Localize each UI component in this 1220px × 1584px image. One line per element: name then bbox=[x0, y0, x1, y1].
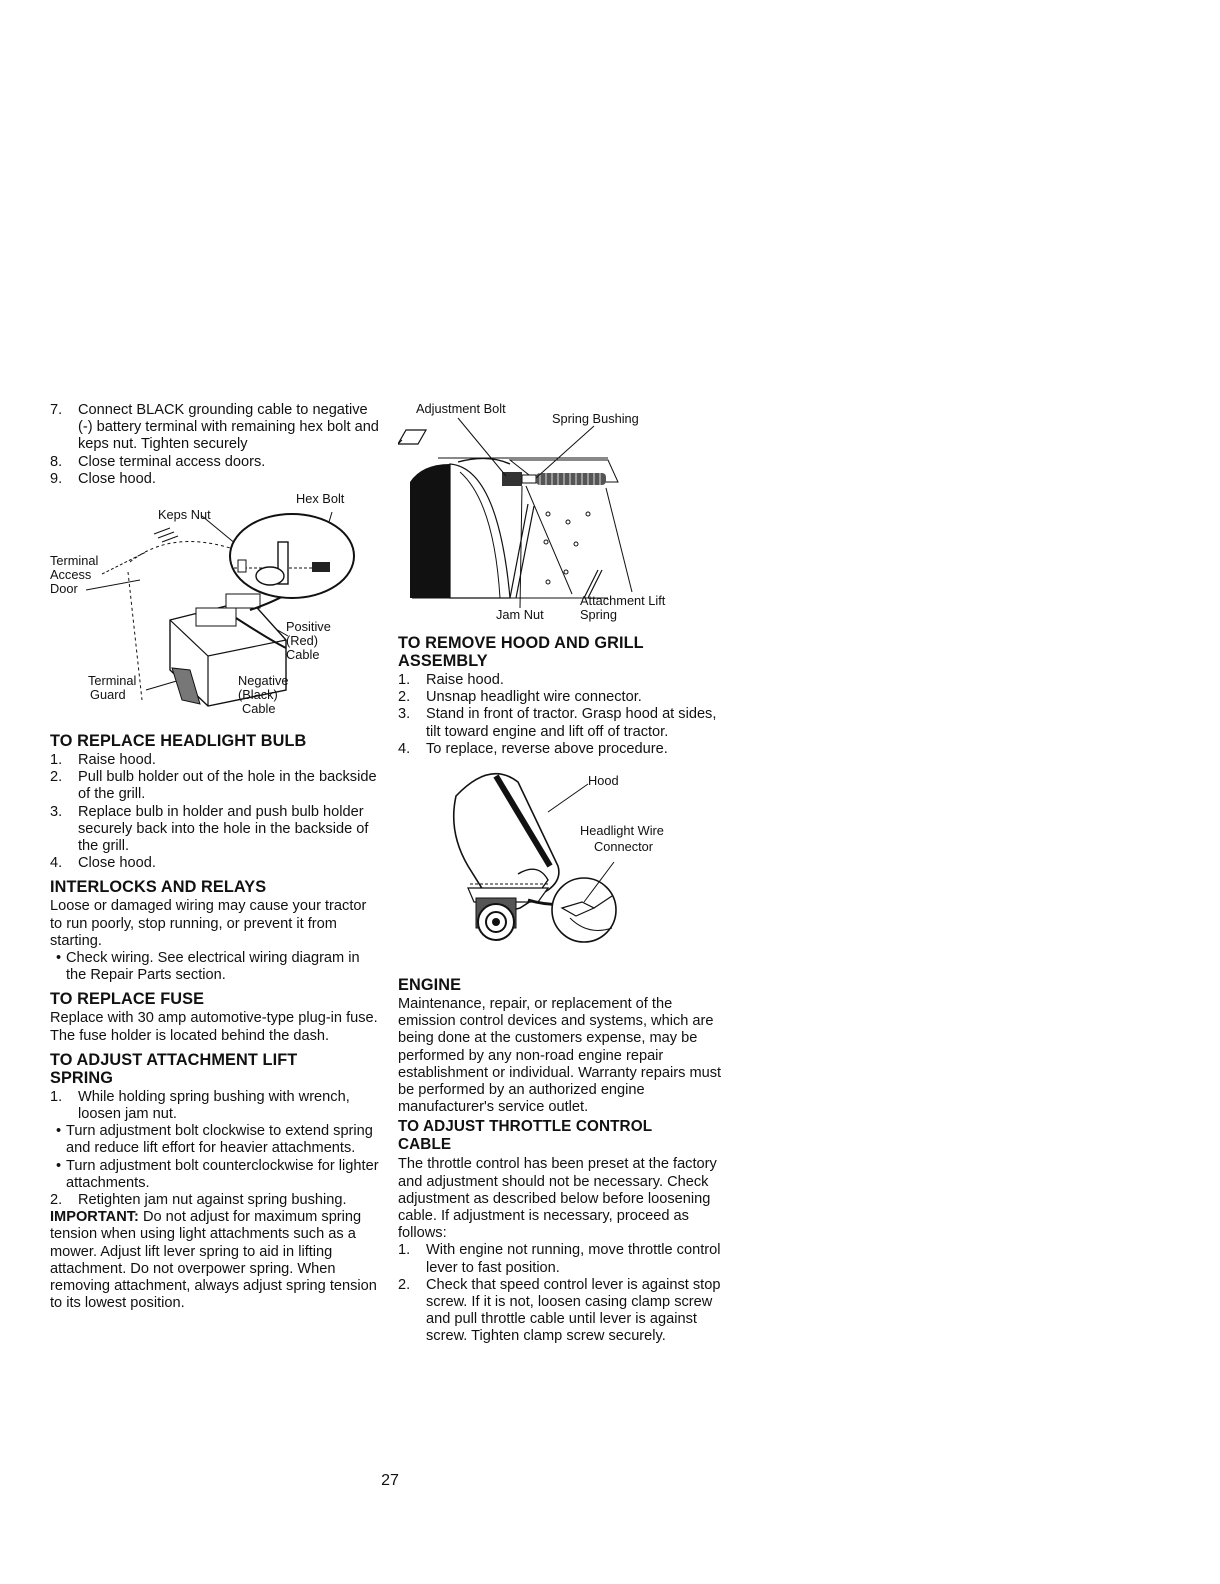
label-jam-nut: Jam Nut bbox=[496, 607, 544, 622]
hood-diagram bbox=[398, 762, 733, 970]
throttle-heading-1: TO ADJUST THROTTLE CONTROL bbox=[398, 1118, 653, 1136]
important-text: Do not adjust for maximum spring tension when using light attachments such as a mower. Adjust lift lever spring to aid in lifting attachment. Do not overpower spring. When removing attachment, always adjust spring tension to its lowest position. bbox=[50, 1209, 377, 1312]
label-positive-3: Cable bbox=[286, 647, 320, 663]
fuse-heading: TO REPLACE FUSE bbox=[50, 990, 205, 1009]
label-negative-1: Negative bbox=[238, 673, 289, 689]
list-item: 2. Pull bulb holder out of the hole in the backside of the grill. bbox=[50, 769, 377, 803]
list-item: 9. Close hood. bbox=[50, 470, 156, 487]
spring-illustration bbox=[398, 402, 733, 630]
hood-heading-2: ASSEMBLY bbox=[398, 652, 488, 670]
headlight-heading: TO REPLACE HEADLIGHT BULB bbox=[50, 732, 307, 751]
lift-spring-heading-2: SPRING bbox=[50, 1068, 114, 1087]
page-number: 27 bbox=[381, 1472, 399, 1489]
list-item: 2. Unsnap headlight wire connector. bbox=[398, 689, 642, 706]
label-headlight-wire-1: Headlight Wire bbox=[580, 823, 664, 839]
label-attachment-lift-2: Spring bbox=[580, 607, 617, 622]
list-item: • Turn adjustment bolt clockwise to extend spring and reduce lift effort for heavier attachments. bbox=[56, 1123, 373, 1157]
spring-diagram bbox=[398, 402, 733, 630]
throttle-body: The throttle control has been preset at the factory and adjustment should not be necessary. Check adjustment as described below before loosening cable. If adjustment is necessary, proceed as follows: bbox=[398, 1156, 717, 1242]
label-keps-nut: Keps Nut bbox=[158, 507, 211, 523]
lift-spring-step-1 bbox=[50, 1089, 380, 1123]
engine-heading: ENGINE bbox=[398, 976, 462, 995]
label-positive-1: Positive bbox=[286, 619, 331, 635]
list-item: 4. To replace, reverse above procedure. bbox=[398, 740, 668, 757]
hood-steps bbox=[398, 672, 733, 758]
list-item: • Turn adjustment bolt counterclockwise for lighter attachments. bbox=[56, 1157, 379, 1191]
lift-spring-step-2 bbox=[50, 1192, 380, 1209]
list-item: 7. Connect BLACK grounding cable to negative (-) battery terminal with remaining hex bolt and keps nut. Tighten securely bbox=[50, 402, 379, 453]
label-terminal-guard-1: Terminal bbox=[88, 673, 137, 689]
list-item: • Check wiring. See electrical wiring diagram in the Repair Parts section. bbox=[56, 950, 360, 984]
list-item: 2. Retighten jam nut against spring bushing. bbox=[50, 1192, 347, 1209]
hood-illustration bbox=[398, 762, 733, 970]
label-headlight-wire-2: Connector bbox=[594, 839, 654, 855]
headlight-steps bbox=[50, 752, 380, 872]
engine-body: Maintenance, repair, or replacement of the emission control devices and systems, which are being done at the customers expense, may be performed by any non-road engine repair establishment or individual. Warranty repairs must be performed by an authorized engine manufacturer's service outlet. bbox=[398, 996, 722, 1116]
label-negative-3: Cable bbox=[242, 701, 276, 717]
left-column bbox=[50, 402, 380, 1313]
battery-diagram bbox=[50, 490, 380, 722]
list-item: 4. Close hood. bbox=[50, 855, 156, 872]
lift-spring-heading-1: TO ADJUST ATTACHMENT LIFT bbox=[50, 1050, 298, 1069]
label-hex-bolt: Hex Bolt bbox=[296, 491, 345, 507]
list-item: 1. Raise hood. bbox=[398, 672, 504, 688]
label-terminal-access-door-3: Door bbox=[50, 581, 78, 597]
label-terminal-access-door-2: Access bbox=[50, 567, 92, 583]
label-attachment-lift-1: Attachment Lift bbox=[580, 593, 666, 608]
right-column bbox=[398, 402, 733, 1346]
list-item: 3. Replace bulb in holder and push bulb holder securely back into the hole in the backside of the grill. bbox=[50, 803, 369, 855]
fuse-body: Replace with 30 amp automotive-type plug-in fuse. The fuse holder is located behind the dash. bbox=[50, 1010, 378, 1044]
label-adjustment-bolt: Adjustment Bolt bbox=[416, 401, 506, 416]
lift-spring-bullets bbox=[50, 1123, 380, 1192]
list-item: 1. While holding spring bushing with wrench, loosen jam nut. bbox=[50, 1088, 350, 1123]
label-terminal-guard-2: Guard bbox=[90, 687, 126, 703]
label-negative-2: (Black) bbox=[238, 687, 278, 703]
important-label: IMPORTANT: bbox=[50, 1209, 139, 1226]
list-item: 2. Check that speed control lever is against stop screw. If it is not, loosen casing clamp screw and pull throttle cable until lever is against screw. Tighten clamp screw securely. bbox=[398, 1276, 721, 1345]
list-item: 1. With engine not running, move throttle control lever to fast position. bbox=[398, 1242, 721, 1276]
battery-steps bbox=[50, 402, 380, 488]
important-note bbox=[50, 1209, 380, 1312]
interlocks-bullets bbox=[50, 950, 380, 984]
label-spring-bushing: Spring Bushing bbox=[552, 411, 639, 426]
label-positive-2: (Red) bbox=[286, 633, 318, 649]
hood-heading-1: TO REMOVE HOOD AND GRILL bbox=[398, 634, 644, 652]
list-item: 3. Stand in front of tractor. Grasp hood at sides, tilt toward engine and lift off of tractor. bbox=[398, 706, 717, 740]
throttle-steps bbox=[398, 1242, 733, 1345]
list-item: 8. Close terminal access doors. bbox=[50, 453, 266, 470]
label-terminal-access-door-1: Terminal bbox=[50, 553, 99, 569]
list-item: 1. Raise hood. bbox=[50, 752, 156, 769]
interlocks-body: Loose or damaged wiring may cause your tractor to run poorly, stop running, or prevent it from starting. bbox=[50, 898, 367, 949]
label-hood: Hood bbox=[588, 773, 619, 789]
interlocks-heading: INTERLOCKS AND RELAYS bbox=[50, 878, 267, 897]
throttle-heading-2: CABLE bbox=[398, 1136, 452, 1154]
